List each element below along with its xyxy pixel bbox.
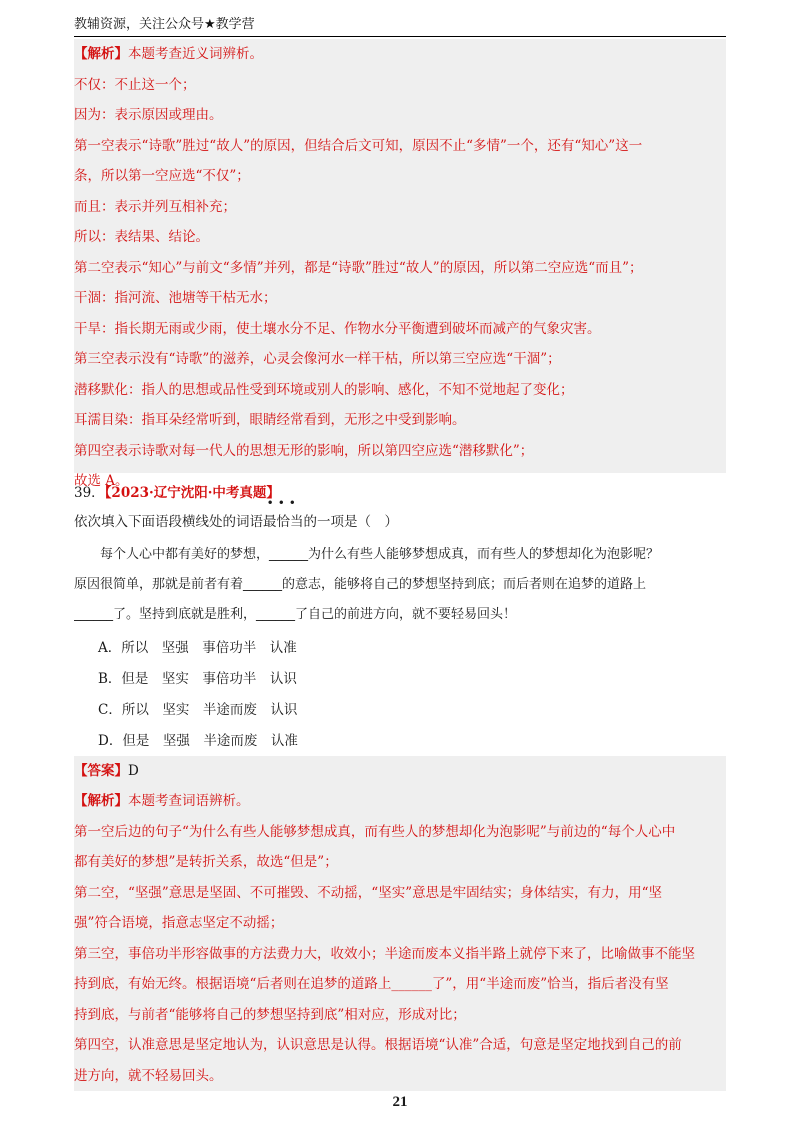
option-item[interactable]: B．但是 坚实 事倍功半 认识	[98, 671, 297, 687]
analysis-text: 潜移默化：指人的思想或品性受到环境或别人的影响、感化，不知不觉地起了变化；	[74, 381, 574, 398]
option-item[interactable]: D．但是 坚强 半途而废 认准	[98, 733, 298, 749]
analysis-line	[74, 161, 726, 192]
analysis-text: 第四空，认准意思是坚定地认为，认识意思是认得。根据语境“认准”合适，句意是坚定地找到自己的前	[74, 1037, 682, 1053]
analysis-line	[74, 192, 726, 223]
analysis-line	[74, 1000, 726, 1031]
analysis-text: 第一空后边的句子“为什么有些人能够梦想成真，而有些人的梦想却化为泡影呢”与前边的“每个人心中	[74, 823, 676, 840]
analysis-line	[74, 344, 726, 375]
page-number: 21	[392, 1094, 408, 1110]
analysis-line	[74, 283, 726, 314]
analysis-text: 条，所以第一空应选“不仅”；	[74, 168, 250, 184]
analysis-text: 第四空表示诗歌对每一代人的思想无形的影响，所以第四空应选“潜移默化”；	[74, 442, 534, 459]
analysis-line	[74, 314, 726, 345]
emphasis-word: ••• 最恰当	[263, 496, 304, 530]
question-number: 39．	[74, 485, 105, 501]
analysis-line	[74, 817, 726, 848]
analysis-text: 本题考查近义词辨析。	[128, 46, 263, 62]
analysis-line	[74, 786, 726, 817]
analysis-line	[74, 375, 726, 406]
analysis-text: 强”符合语境，指意志坚定不动摇；	[74, 915, 284, 931]
options-list	[98, 633, 298, 757]
analysis-text: 持到底，有始无终。根据语境“后者则在追梦的道路上______了”，用“半途而废”恰当，指后者没有坚	[74, 976, 669, 992]
question-header	[74, 482, 726, 504]
option-item[interactable]: C．所以 坚实 半途而废 认识	[98, 702, 298, 718]
analysis-text: 而且：表示并列互相补充；	[74, 198, 236, 215]
emphasis-dots: •••	[266, 496, 300, 510]
analysis-text: 第三空，事倍功半形容做事的方法费力大，收效小；半途而废本义指半路上就停下来了，比喻做事不能坚	[74, 945, 695, 962]
analysis-text: 都有美好的梦想”是转折关系，故选“但是”；	[74, 854, 338, 870]
passage-line: 每个人心中都有美好的梦想，______为什么有些人能够梦想成真，而有些人的梦想却化为泡影呢？	[74, 547, 660, 562]
analysis-tag: 【解析】	[74, 793, 128, 809]
analysis-text: 干旱：指长期无雨或少雨，使土壤水分不足、作物水分平衡遭到破坏而减产的气象灾害。	[74, 320, 601, 337]
analysis-line	[74, 253, 726, 284]
analysis-line	[74, 939, 726, 970]
analysis-text: 不仅：不止这一个；	[74, 76, 196, 93]
analysis-line	[74, 847, 726, 878]
analysis-line	[74, 405, 726, 436]
analysis-text: 本题考查词语辨析。	[128, 793, 250, 809]
analysis-line	[74, 131, 726, 162]
question-source: 【2023·辽宁沈阳·中考真题】	[104, 485, 280, 501]
analysis-text: 所以：表结果、结论。	[74, 229, 209, 245]
analysis-block-2	[74, 786, 726, 1091]
analysis-tag: 【解析】	[74, 46, 128, 62]
analysis-line	[74, 1061, 726, 1092]
page-header: 教辅资源，关注公众号★教学营	[74, 14, 726, 37]
analysis-line	[74, 908, 726, 939]
passage-line: 原因很简单，那就是前者有着______的意志，能够将自己的梦想坚持到底；而后者则在追梦的道路上	[74, 577, 647, 592]
analysis-text: 第一空表示“诗歌”胜过“故人”的原因，但结合后文可知，原因不止“多情”一个，还有“知心”这一	[74, 137, 643, 154]
analysis-line	[74, 100, 726, 131]
analysis-line	[74, 969, 726, 1000]
analysis-text: 持到底，与前者“能够将自己的梦想坚持到底”相对应，形成对比；	[74, 1006, 466, 1023]
answer-line: 【答案】D	[74, 763, 139, 779]
analysis-line	[74, 436, 726, 467]
analysis-line	[74, 878, 726, 909]
analysis-text: 耳濡目染：指耳朵经常听到，眼睛经常看到，无形之中受到影响。	[74, 412, 466, 428]
analysis-line	[74, 1030, 726, 1061]
passage-line: ______了。坚持到底就是胜利，______了自己的前进方向，就不要轻易回头！	[74, 607, 517, 622]
analysis-line	[74, 70, 726, 101]
analysis-text: 第三空表示没有“诗歌”的滋养，心灵会像河水一样干枯，所以第三空应选“干涸”；	[74, 351, 561, 367]
analysis-line	[74, 39, 726, 70]
question-passage	[74, 540, 726, 630]
answer-value: D	[128, 763, 139, 779]
answer-block	[74, 756, 726, 786]
analysis-text: 因为：表示原因或理由。	[74, 107, 223, 123]
analysis-text: 干涸：指河流、池塘等干枯无水；	[74, 290, 277, 306]
question-stem: 依次填入下面语段横线处的词语 ••• 最恰当的一项是（ ）	[74, 508, 726, 536]
analysis-block-1	[74, 39, 726, 489]
analysis-text: 故选 A。	[74, 473, 129, 489]
analysis-text: 第二空表示“知心”与前文“多情”并列，都是“诗歌”胜过“故人”的原因，所以第二空应选“而且”；	[74, 259, 643, 276]
analysis-text: 进方向，就不轻易回头。	[74, 1067, 223, 1084]
analysis-line	[74, 222, 726, 253]
analysis-text: 第二空，“坚强”意思是坚固、不可摧毁、不动摇，“坚实”意思是牢固结实；身体结实，有力，用“坚	[74, 884, 663, 901]
option-item[interactable]: A．所以 坚强 事倍功半 认准	[98, 640, 297, 656]
